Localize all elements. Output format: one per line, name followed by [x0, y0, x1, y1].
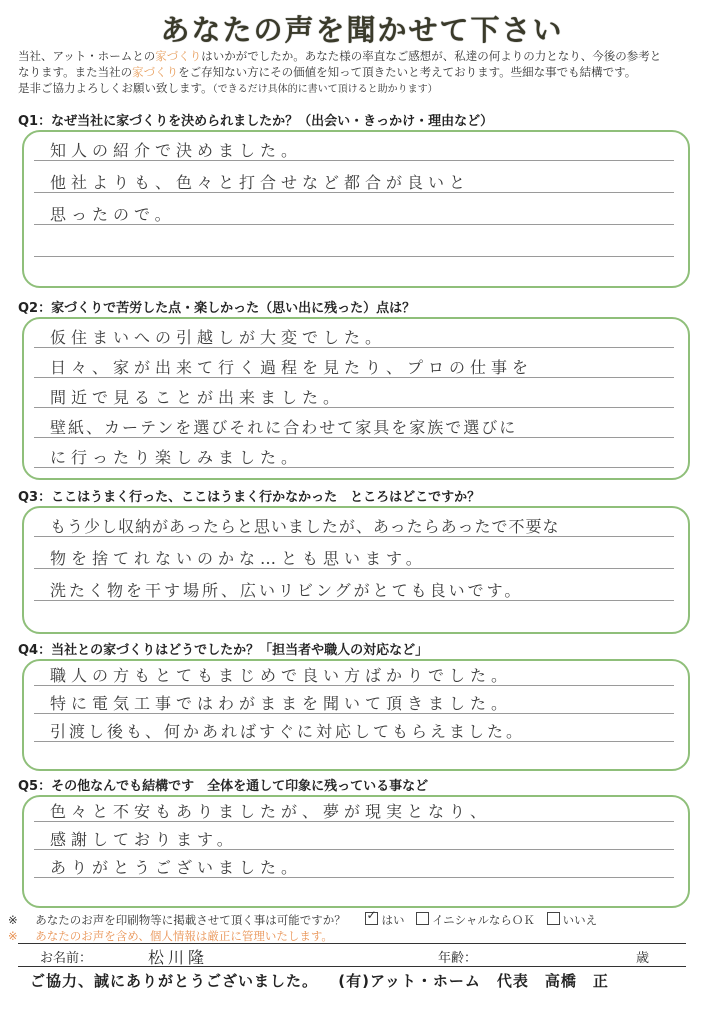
option-initial-label: イニシャルならＯＫ — [432, 913, 535, 927]
answer-text: 知人の紹介で決めました。 — [50, 141, 303, 160]
intro-text-part: をご存知ない方にその価値を知って頂きたいと考えております。些細な事でも結構です。 — [178, 65, 637, 79]
answer-text: 間近で見ることが出来ました。 — [50, 388, 345, 407]
question-4-label: Q4：当社との家づくりはどうでしたか？「担当者や職人の対応など」 — [18, 643, 429, 658]
intro-text — [18, 48, 708, 98]
consent-question: あなたのお声を印刷物等に掲載させて頂く事は可能ですか？ — [35, 913, 346, 927]
answer-text: 感謝しております。 — [50, 830, 238, 849]
option-yes-label: はい — [381, 913, 405, 927]
answer-text: 引渡し後も、何かあればすぐに対応してもらえました。 — [50, 722, 526, 741]
answer-text: 特に電気工事ではわがままを聞いて頂きました。 — [50, 694, 513, 713]
answer-text: 洗たく物を干す場所、広いリビングがとても良いです。 — [50, 581, 524, 600]
answer-text: もう少し収納があったらと思いましたが、あったらあったで不要な — [50, 517, 560, 536]
question-1-label: Q1：なぜ当社に家づくりを決められましたか？（出会い・きっかけ・理由など） — [18, 114, 494, 129]
answer-text: 物を捨てれないのかな…とも思います。 — [50, 549, 427, 568]
name-value[interactable]: 松川隆 — [148, 948, 209, 967]
note-mark: ※ — [8, 929, 18, 943]
intro-line-1 — [18, 48, 708, 64]
answer-rule — [34, 256, 674, 257]
intro-text-part: なります。また当社の — [18, 65, 133, 79]
note-mark: ※ — [8, 913, 18, 927]
consent-row — [8, 912, 708, 928]
thanks-text: ご協力、誠にありがとうございました。 — [30, 972, 319, 990]
checkbox-checked-icon[interactable] — [365, 912, 378, 925]
intro-line-2 — [18, 64, 708, 80]
option-no[interactable] — [547, 913, 598, 927]
answer-text: 色々と不安もありましたが、夢が現実となり、 — [50, 802, 492, 821]
intro-text-part: 是非ご協力よろしくお願い致します。 — [18, 81, 213, 95]
intro-highlight: 家づくり — [132, 65, 179, 79]
answer-text: 日々、家が出来て行く過程を見たり、プロの仕事を — [50, 358, 534, 377]
intro-text-part: はいかがでしたか。あなた様の率直なご感想が、私達の何よりの力となり、今後の参考と — [201, 49, 662, 63]
intro-line-3 — [18, 80, 708, 98]
option-no-label: いいえ — [562, 913, 598, 927]
checkbox-icon[interactable] — [547, 912, 560, 925]
answer-text: 職人の方もとてもまじめで良い方ばかりでした。 — [50, 666, 513, 685]
name-label: お名前： — [40, 951, 93, 966]
answer-text: 壁紙、カーテンを選びそれに合わせて家具を家族で選びに — [50, 418, 518, 437]
answer-text: に行ったり楽しみました。 — [50, 448, 303, 467]
answer-text: 仮住まいへの引越しが大変でした。 — [50, 328, 387, 347]
intro-note: （できるだけ具体的に書いて頂けると助かります） — [212, 84, 438, 95]
intro-text-part: 当社、アット・ホームとの — [18, 49, 156, 63]
age-unit: 歳 — [636, 951, 650, 966]
question-3-label: Q3：ここはうまく行った、ここはうまく行かなかった ところはどこですか？ — [18, 490, 481, 505]
answer-text: 思ったので。 — [50, 205, 176, 224]
company-signature: (有)アット・ホーム 代表 高橋 正 — [338, 972, 609, 990]
thanks-row — [30, 970, 609, 991]
checkbox-icon[interactable] — [416, 912, 429, 925]
privacy-note: あなたのお声を含め、個人情報は厳正に管理いたします。 — [35, 929, 333, 943]
question-2-label: Q2：家づくりで苦労した点・楽しかった（思い出に残った）点は？ — [18, 301, 416, 316]
option-yes[interactable] — [365, 913, 404, 927]
age-label: 年齢： — [438, 951, 478, 966]
answer-text: 他社よりも、色々と打合せなど都合が良いと — [50, 173, 471, 192]
privacy-row — [8, 928, 708, 944]
intro-highlight: 家づくり — [155, 49, 202, 63]
question-5-label: Q5：その他なんでも結構です 全体を通して印象に残っている事など — [18, 779, 429, 794]
page-title: あなたの声を聞かせて下さい — [160, 13, 564, 47]
option-initial[interactable] — [416, 913, 535, 927]
name-age-row — [18, 943, 686, 967]
answer-text: ありがとうございました。 — [50, 858, 303, 877]
